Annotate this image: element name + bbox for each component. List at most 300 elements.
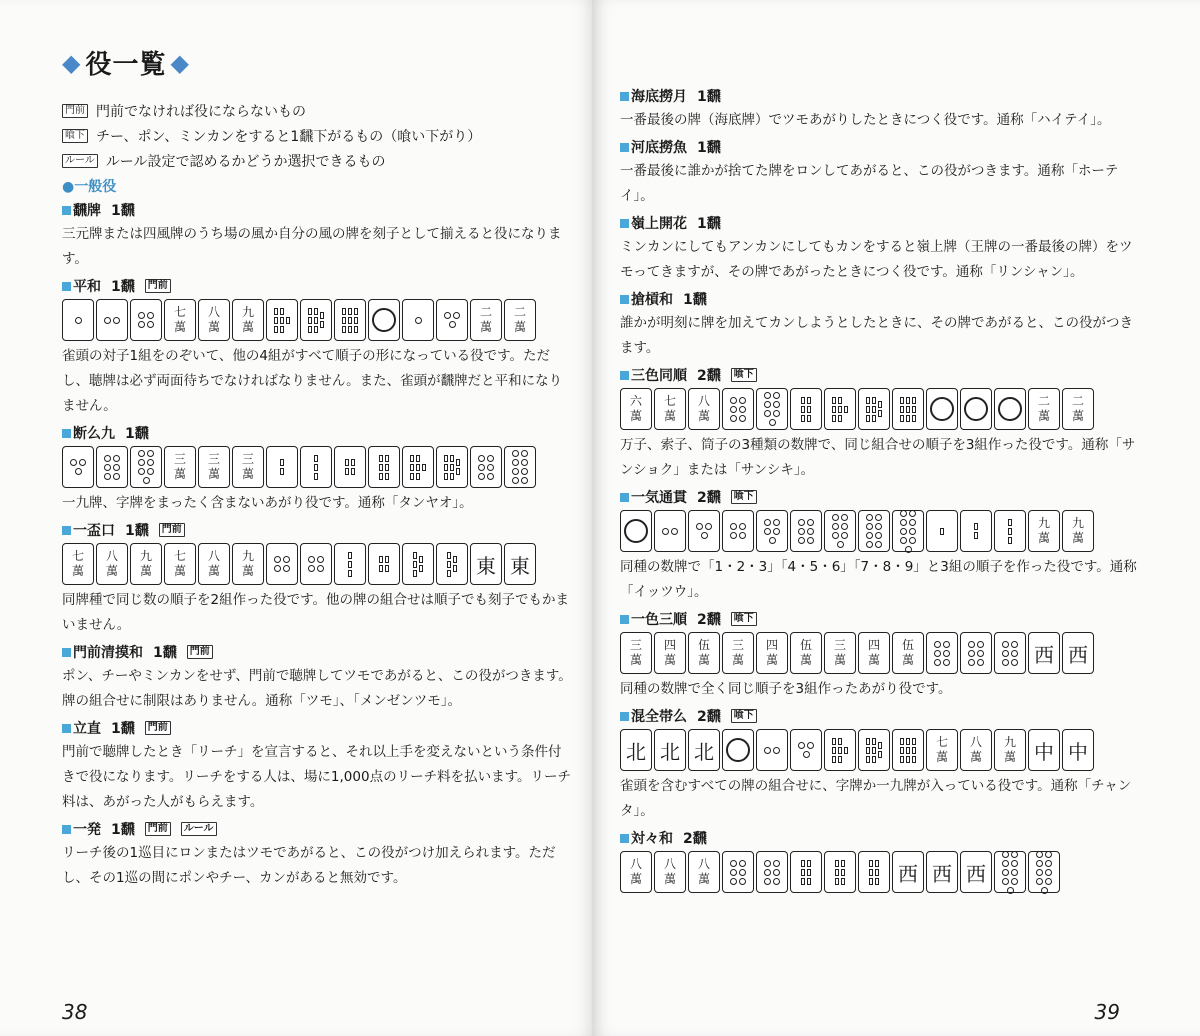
tile-dot <box>1011 650 1018 657</box>
tile-man-7 <box>164 543 196 585</box>
tile-bamboo <box>280 459 284 466</box>
tile-bamboo <box>869 878 873 885</box>
tile-bamboo <box>314 473 318 480</box>
tile-man-3 <box>620 632 652 674</box>
tile-bamboo <box>444 473 448 480</box>
tile-number: 三 <box>833 638 846 652</box>
tile-man-3 <box>198 446 230 488</box>
tile-dot <box>283 556 290 563</box>
tile-dot <box>705 523 712 530</box>
yaku-description: 同牌種で同じ数の順子を2組作った役です。他の牌の組合せは順子でも刻子でもかまいません。 <box>62 592 570 633</box>
tile-dot <box>866 514 873 521</box>
tile-bamboo <box>866 397 870 404</box>
tile-bamboo <box>348 308 352 315</box>
bullet-square-icon <box>62 724 71 733</box>
tile-bamboo <box>872 738 876 745</box>
tile-dot <box>521 477 528 484</box>
tile-dot <box>478 473 485 480</box>
bullet-square-icon <box>62 282 71 291</box>
tile-sou-9 <box>334 299 366 341</box>
tile-number: 三 <box>731 638 744 652</box>
page-number-left: 38 <box>62 1000 88 1024</box>
tile-pin-9 <box>1028 851 1060 893</box>
tile-bamboo <box>801 878 805 885</box>
tile-bamboo <box>872 747 876 754</box>
tile-bamboo <box>832 397 836 404</box>
tile-bamboo <box>912 406 916 413</box>
tile-dot <box>113 473 120 480</box>
tile-column <box>314 308 318 333</box>
tile-dot <box>764 401 771 408</box>
tile-bamboo <box>832 756 836 763</box>
tile-dot <box>900 519 907 526</box>
bullet-square-icon <box>620 219 629 228</box>
tile-bamboo <box>274 326 278 333</box>
tile-bamboo <box>906 738 910 745</box>
tile-suit: 萬 <box>1037 531 1050 545</box>
tile-dot <box>739 397 746 404</box>
tile-number: 伍 <box>799 638 812 652</box>
tile-number: 七 <box>663 394 676 408</box>
yaku-description: 雀頭を含むすべての牌の組合せに、字牌か一九牌が入っている役です。通称「チャンタ」。 <box>620 778 1132 819</box>
tile-dot <box>866 523 873 530</box>
tile-honor: 西 <box>1062 632 1094 674</box>
tile-man-7 <box>164 299 196 341</box>
tile-bamboo <box>416 455 420 462</box>
tile-dot <box>730 406 737 413</box>
tile-man-7 <box>62 543 94 585</box>
tile-bamboo <box>807 878 811 885</box>
tile-bamboo <box>878 410 882 417</box>
yaku-description: 万子、索子、筒子の3種類の数牌で、同じ組合せの順子を3組作った役です。通称「サンショク」または「サンシキ」。 <box>620 437 1136 478</box>
tile-column <box>844 406 848 413</box>
tile-sou-9 <box>892 388 924 430</box>
han-value: 1飜 <box>111 721 135 737</box>
tile-man-3 <box>232 446 264 488</box>
tile-dot <box>968 659 975 666</box>
tile-dot <box>730 415 737 422</box>
tile-bamboo <box>351 459 355 466</box>
tile-column <box>844 747 848 754</box>
tile-dot <box>730 397 737 404</box>
tile-circle <box>624 519 648 543</box>
tile-dot <box>274 565 281 572</box>
tile-dot <box>113 317 120 324</box>
tile-man-5 <box>892 632 924 674</box>
tile-dot <box>739 878 746 885</box>
tile-bamboo <box>835 869 839 876</box>
tile-number: 四 <box>765 638 778 652</box>
tile-bamboo <box>869 860 873 867</box>
tile-bamboo <box>348 317 352 324</box>
tile-column <box>872 397 876 422</box>
tile-column <box>354 308 358 333</box>
tile-suit: 萬 <box>969 750 982 764</box>
yaku-name-text: 三色同順 <box>631 368 687 384</box>
tile-column <box>912 397 916 422</box>
tile-dot <box>1045 869 1052 876</box>
tile-suit: 萬 <box>629 409 642 423</box>
tile-suit: 萬 <box>513 320 526 334</box>
tile-bamboo <box>869 869 873 876</box>
tile-bamboo <box>456 459 460 466</box>
tile-man-7 <box>654 388 686 430</box>
tile-bamboo <box>413 552 417 559</box>
tile-number: 四 <box>663 638 676 652</box>
tile-dot <box>730 878 737 885</box>
tile-dot <box>730 869 737 876</box>
tile-column <box>940 528 944 535</box>
tile-dot <box>943 650 950 657</box>
tile-bamboo <box>801 415 805 422</box>
han-value: 2飜 <box>697 368 721 384</box>
tile-dot <box>147 459 154 466</box>
tile-man-3 <box>722 632 754 674</box>
tile-bamboo <box>838 415 842 422</box>
yaku-heading <box>62 423 572 443</box>
tile-honor: 北 <box>620 729 652 771</box>
tile-column <box>413 552 417 577</box>
tile-dot <box>769 537 776 544</box>
tile-number: 伍 <box>901 638 914 652</box>
yaku-tag: 門前 <box>145 822 171 836</box>
tile-bamboo <box>1008 519 1012 526</box>
tile-bamboo <box>348 570 352 577</box>
page-right <box>592 0 1200 1036</box>
tile-man-9 <box>232 299 264 341</box>
tile-dot <box>866 532 873 539</box>
tile-column <box>835 860 839 885</box>
tile-bamboo <box>900 738 904 745</box>
tile-dot <box>909 537 916 544</box>
tile-dot <box>730 523 737 530</box>
tile-bamboo <box>1008 537 1012 544</box>
tile-pin-1 <box>994 388 1026 430</box>
yaku-name-text: 一盃口 <box>73 523 115 539</box>
tile-dot <box>701 532 708 539</box>
tile-dot <box>75 468 82 475</box>
tile-dot <box>730 532 737 539</box>
tile-dot <box>764 878 771 885</box>
tile-bamboo <box>844 747 848 754</box>
tile-man-8 <box>960 729 992 771</box>
tile-suit: 萬 <box>697 409 710 423</box>
tile-bamboo <box>900 747 904 754</box>
tile-man-5 <box>790 632 822 674</box>
tile-number: 六 <box>629 394 642 408</box>
tile-dot <box>837 541 844 548</box>
tile-dot <box>866 541 873 548</box>
yaku-description: ポン、チーやミンカンをせず、門前で聴牌してツモであがると、この役がつきます。牌の組合せに制限はありません。通称「ツモ」、「メンゼンツモ」。 <box>62 668 572 709</box>
tile-sou-6 <box>858 851 890 893</box>
tile-sou-8 <box>858 729 890 771</box>
tile-number: 三 <box>629 638 642 652</box>
page-number-right: 39 <box>1094 1000 1120 1024</box>
tile-dot <box>764 410 771 417</box>
tile-bamboo <box>872 756 876 763</box>
tile-bamboo <box>416 464 420 471</box>
tag-rule: ルール <box>62 154 98 168</box>
yaku-tag: 門前 <box>145 721 171 735</box>
yaku-description: リーチ後の1巡目にロンまたはツモであがると、この役がつけ加えられます。ただし、その1巡の間にポンやチー、カンがあると無効です。 <box>62 845 556 886</box>
tile-bamboo <box>345 468 349 475</box>
tile-number: 九 <box>139 549 152 563</box>
tile-pin-1 <box>960 388 992 430</box>
tile-dot <box>773 528 780 535</box>
tile-dot <box>1002 878 1009 885</box>
tile-bamboo <box>906 406 910 413</box>
tile-bamboo <box>866 747 870 754</box>
tile-man-8 <box>688 851 720 893</box>
tile-sou-9 <box>892 729 924 771</box>
tile-bamboo <box>447 570 451 577</box>
tile-sou-3 <box>994 510 1026 552</box>
tile-number: 七 <box>71 549 84 563</box>
tile-bamboo <box>320 312 324 319</box>
tile-dot <box>138 459 145 466</box>
yaku-tag: 門前 <box>187 645 213 659</box>
tile-bamboo <box>900 415 904 422</box>
tile-dot <box>147 312 154 319</box>
tile-bamboo <box>280 468 284 475</box>
tile-dot <box>875 523 882 530</box>
tile-dot <box>764 869 771 876</box>
tile-bamboo <box>835 878 839 885</box>
tile-bamboo <box>453 556 457 563</box>
tile-dot <box>841 523 848 530</box>
tile-bamboo <box>280 317 284 324</box>
tile-sou-6 <box>790 388 822 430</box>
tile-dot <box>478 464 485 471</box>
tile-number: 三 <box>173 452 186 466</box>
tile-sou-7 <box>402 446 434 488</box>
tile-man-8 <box>688 388 720 430</box>
tile-man-6 <box>620 388 652 430</box>
tile-pin-7 <box>824 510 856 552</box>
yaku-name <box>620 365 687 385</box>
yaku-name <box>620 706 687 726</box>
tile-column <box>900 397 904 422</box>
tile-dot <box>977 659 984 666</box>
tile-honor: 中 <box>1062 729 1094 771</box>
yaku-heading <box>620 828 1138 848</box>
legend-row <box>62 101 572 121</box>
tile-number: 八 <box>105 549 118 563</box>
tile-number: 九 <box>1037 516 1050 530</box>
page-left <box>0 0 592 1036</box>
yaku-name-text: 搶槓和 <box>631 292 673 308</box>
yaku-name <box>62 642 143 662</box>
yaku-heading <box>62 200 572 220</box>
bullet-square-icon <box>62 526 71 535</box>
legend-row <box>62 151 572 171</box>
yaku-heading <box>620 86 1138 106</box>
tile-pin-1 <box>62 299 94 341</box>
tile-dot <box>841 532 848 539</box>
yaku-name <box>620 828 673 848</box>
han-value: 1飜 <box>111 822 135 838</box>
tile-dot <box>113 464 120 471</box>
tile-circle <box>998 397 1022 421</box>
tile-dot <box>1011 851 1018 858</box>
tile-sou-6 <box>368 446 400 488</box>
tile-suit: 萬 <box>663 872 676 886</box>
tile-suit: 萬 <box>71 564 84 578</box>
tile-dot <box>739 869 746 876</box>
tile-bamboo <box>379 473 383 480</box>
tile-bamboo <box>906 747 910 754</box>
yaku-name-text: 一発 <box>73 822 101 838</box>
yaku-name-text: 混全帯么 <box>631 709 687 725</box>
tile-bamboo <box>348 561 352 568</box>
tile-bamboo <box>832 747 836 754</box>
tile-dot <box>512 450 519 457</box>
tile-bamboo <box>308 308 312 315</box>
yaku-tag: ルール <box>181 822 217 836</box>
tile-suit: 萬 <box>105 564 118 578</box>
tile-bamboo <box>878 742 882 749</box>
tile-sou-2 <box>266 446 298 488</box>
legend-row <box>62 126 572 146</box>
yaku-description: ミンカンにしてもアンカンにしてもカンをすると嶺上牌（王牌の一番最後の牌）をツモってきますが、その牌であがったときにつく役です。通称「リンシャン」。 <box>620 239 1133 280</box>
tile-pin-6 <box>722 851 754 893</box>
tile-number: 九 <box>241 549 254 563</box>
tile-dot <box>453 312 460 319</box>
yaku-name <box>620 137 687 157</box>
tile-bamboo <box>801 406 805 413</box>
tile-bamboo <box>308 326 312 333</box>
tile-pin-1 <box>402 299 434 341</box>
yaku-tag: 門前 <box>145 279 171 293</box>
tile-dot <box>1011 860 1018 867</box>
yaku-heading <box>620 609 1138 629</box>
tile-man-8 <box>96 543 128 585</box>
tile-dot <box>512 468 519 475</box>
tile-column <box>872 738 876 763</box>
tile-honor: 西 <box>1028 632 1060 674</box>
bullet-square-icon <box>620 712 629 721</box>
tile-bamboo <box>906 415 910 422</box>
tile-man-9 <box>1028 510 1060 552</box>
tile-dot <box>104 455 111 462</box>
tile-number: 八 <box>629 857 642 871</box>
tile-dot <box>70 459 77 466</box>
tile-column <box>841 860 845 885</box>
tile-pin-4 <box>300 543 332 585</box>
tile-number: 二 <box>1037 394 1050 408</box>
tile-honor: 北 <box>654 729 686 771</box>
tile-dot <box>769 419 776 426</box>
tile-honor: 北 <box>688 729 720 771</box>
bullet-square-icon <box>620 834 629 843</box>
tile-dot <box>900 528 907 535</box>
tile-bamboo <box>801 860 805 867</box>
yaku-description: 一番最後に誰かが捨てた牌をロンしてあがると、この役がつきます。通称「ホーテイ」。 <box>620 163 1119 204</box>
tile-pin-3 <box>790 729 822 771</box>
tile-dot <box>1045 878 1052 885</box>
yaku-name-text: 平和 <box>73 279 101 295</box>
yaku-name <box>620 487 687 507</box>
tile-dot <box>798 537 805 544</box>
yaku-heading <box>620 137 1138 157</box>
tile-bamboo <box>320 321 324 328</box>
tile-bamboo <box>345 459 349 466</box>
yaku-description: 門前で聴牌したとき「リーチ」を宣言すると、それ以上手を変えないという条件付きで役になります。リーチをする人は、場に1,000点のリーチ料を払います。リーチ料は、あがった人がもらえます。 <box>62 744 571 810</box>
tile-column <box>280 459 284 475</box>
tile-bamboo <box>912 747 916 754</box>
tile-row <box>620 632 1138 674</box>
tile-dot <box>875 514 882 521</box>
tile-dot <box>79 459 86 466</box>
tile-bamboo <box>348 552 352 559</box>
tile-pin-1 <box>722 729 754 771</box>
han-value: 2飜 <box>683 831 707 847</box>
tile-sou-3 <box>334 543 366 585</box>
tile-dot <box>977 650 984 657</box>
tile-sou-5 <box>402 543 434 585</box>
bullet-square-icon <box>620 493 629 502</box>
tile-column <box>342 308 346 333</box>
han-value: 1飜 <box>125 426 149 442</box>
tile-bamboo <box>416 473 420 480</box>
tile-bamboo <box>1008 528 1012 535</box>
tile-dot <box>487 455 494 462</box>
tile-pin-6 <box>470 446 502 488</box>
tile-bamboo <box>348 326 352 333</box>
tile-pin-2 <box>654 510 686 552</box>
yaku-name <box>620 609 687 629</box>
tile-pin-3 <box>436 299 468 341</box>
tile-column <box>875 860 879 885</box>
han-value: 1飜 <box>111 279 135 295</box>
tile-honor: 東 <box>470 543 502 585</box>
tile-dot <box>143 477 150 484</box>
tile-column <box>351 459 355 475</box>
tile-dot <box>113 455 120 462</box>
tile-column <box>807 860 811 885</box>
tile-dot <box>521 450 528 457</box>
tile-row <box>620 510 1138 552</box>
legend-text: ルール設定で認めるかどうか選択できるもの <box>105 154 386 170</box>
tile-sou-8 <box>300 299 332 341</box>
tile-dot <box>138 312 145 319</box>
tile-bamboo <box>838 397 842 404</box>
tile-column <box>832 397 836 422</box>
page-title <box>62 44 572 81</box>
tile-sou-4 <box>334 446 366 488</box>
tile-column <box>345 459 349 475</box>
tile-bamboo <box>844 406 848 413</box>
tile-pin-9 <box>892 510 924 552</box>
tile-suit: 萬 <box>1071 531 1084 545</box>
tile-man-7 <box>926 729 958 771</box>
yaku-heading <box>62 642 572 662</box>
tile-dot <box>147 468 154 475</box>
tile-suit: 萬 <box>731 653 744 667</box>
tile-bamboo <box>456 468 460 475</box>
tile-dot <box>75 317 82 324</box>
tile-column <box>410 455 414 480</box>
tile-bamboo <box>875 860 879 867</box>
yaku-heading <box>62 520 572 540</box>
tile-column <box>308 308 312 333</box>
tile-column <box>866 397 870 422</box>
tile-sou-7 <box>824 729 856 771</box>
tile-pin-6 <box>926 632 958 674</box>
tile-dot <box>739 406 746 413</box>
tile-bamboo <box>280 326 284 333</box>
tile-bamboo <box>274 317 278 324</box>
